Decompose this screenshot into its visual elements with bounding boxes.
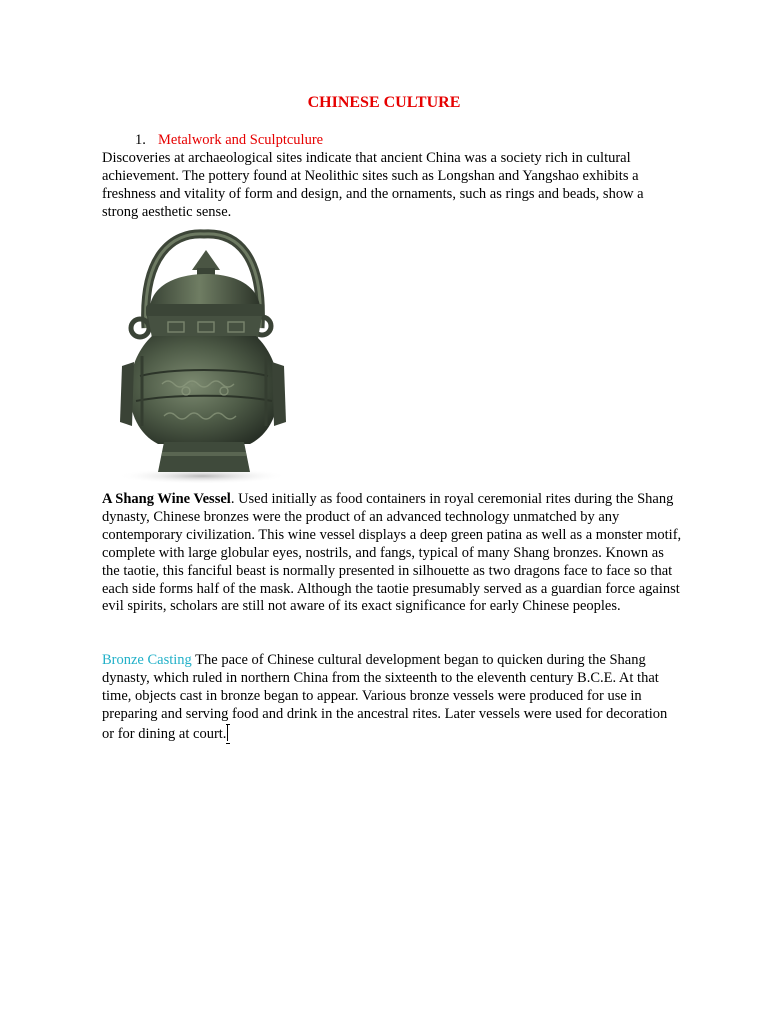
bronze-wine-vessel-image: [102, 226, 304, 484]
section-number: 1.: [135, 132, 146, 148]
page-title: CHINESE CULTURE: [307, 94, 461, 111]
section-heading: [135, 131, 323, 150]
intro-paragraph: Discoveries at archaeological sites indicate that ancient China was a society rich in cultural achievement. The pottery found at Neolithic sites such as Longshan and Yangshao exhibits a freshness and vitality of form and design, and the ornaments, such as rings and beads, show a strong aesthetic sense.: [102, 150, 644, 220]
shang-wine-vessel-paragraph: [102, 491, 682, 616]
caption-lead: A Shang Wine Vessel: [102, 491, 231, 507]
text-cursor: [226, 726, 228, 742]
bronze-casting-heading: Bronze Casting: [102, 652, 192, 668]
bronze-casting-body: The pace of Chinese cultural development began to quicken during the Shang dynasty, which ruled in northern China from the sixteenth to the eleventh century B.C.E. At that time, objects cast in bronze began to appear. Various bronze vessels were produced for use in preparing and serving food and drink in the ancestral rites. Later vessels were used for decoration or for dining at court.: [102, 652, 668, 742]
caption-body: . Used initially as food containers in royal ceremonial rites during the Shang dynasty, Chinese bronzes were the product of an advanced technology unmatched by any contemporary civilization. This wine vessel displays a deep green patina as well as a monster motif, complete with large globular eyes, nostrils, and fangs, typical of many Shang bronzes. Known as the taotie, this fanciful beast is normally presented in silhouette as two dragons face to face so that each side forms half of the mask. Although the taotie presumably served as a guardian force against evil spirits, scholars are still not aware of its exact significance for early Chinese peoples.: [102, 491, 682, 615]
section-label: Metalwork and Sculptculure: [158, 132, 324, 148]
bronze-casting-paragraph: [102, 652, 682, 744]
